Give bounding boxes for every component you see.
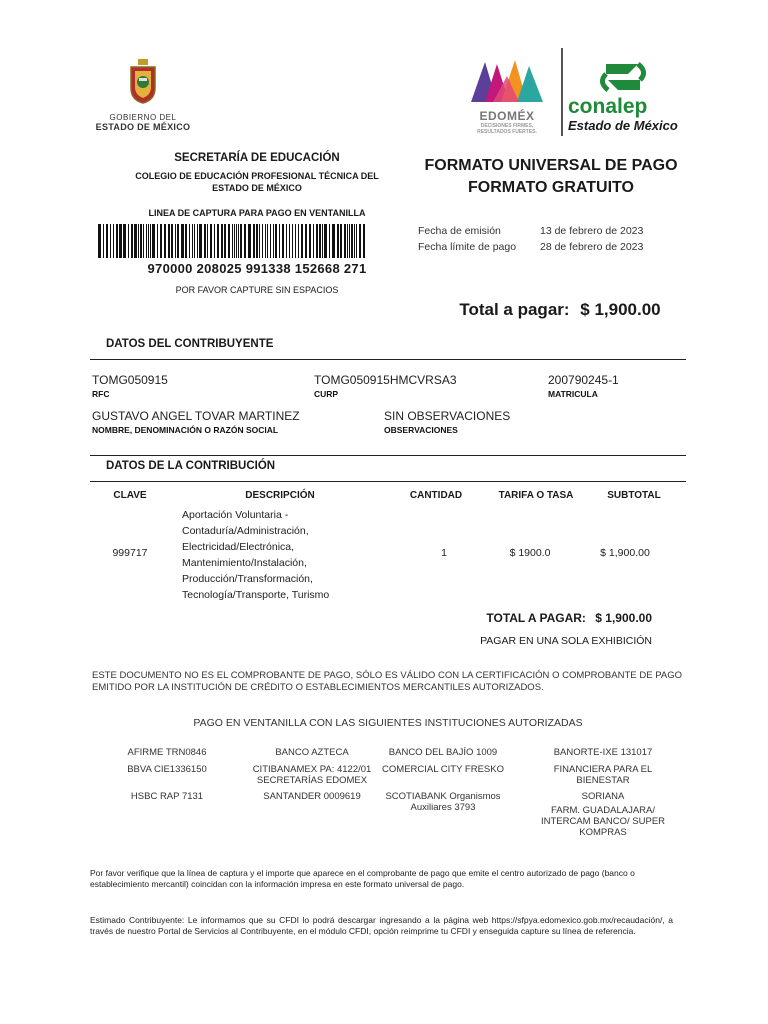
barcode-bar xyxy=(143,224,144,258)
barcode-bar xyxy=(256,224,258,258)
barcode-bar xyxy=(238,224,239,258)
barcode-bar xyxy=(282,224,284,258)
barcode-bar xyxy=(253,224,255,258)
institution-item: AFIRME TRN0846 xyxy=(127,747,207,758)
cfdi-note: Estimado Contribuyente: Le informamos que su CFDI lo podrá descargar ingresando a la página web https://sfpya.edomexico.gob.mx/recaudación/, a través de nuestro Portal de Servicios al Contribuyente, en el módulo CFDI, opción reimprime tu CFDI y enseguida capture su línea de referencia. xyxy=(90,915,673,936)
contribucion-section-title: DATOS DE LA CONTRIBUCIÓN xyxy=(106,460,276,472)
fecha-emision-value: 13 de febrero de 2023 xyxy=(540,225,644,237)
section-divider xyxy=(90,359,686,360)
barcode-bar xyxy=(236,224,237,258)
barcode-bar xyxy=(152,224,155,258)
col-subtotal: SUBTOTAL xyxy=(607,490,661,501)
barcode-bar xyxy=(313,224,314,258)
barcode-bar xyxy=(267,224,268,258)
barcode-bar xyxy=(301,224,303,258)
fecha-limite-value: 28 de febrero de 2023 xyxy=(540,241,644,253)
rfc-value: TOMG050915 xyxy=(92,373,168,387)
barcode-bar xyxy=(244,224,246,258)
barcode-bar xyxy=(322,224,323,258)
barcode-bar xyxy=(113,224,114,258)
barcode-bar xyxy=(309,224,311,258)
edomex-mark-icon xyxy=(467,58,547,104)
total-label: TOTAL A PAGAR: xyxy=(486,611,586,625)
disclaimer-text: ESTE DOCUMENTO NO ES EL COMPROBANTE DE PAGO, SÓLO ES VÁLIDO CON LA CERTIFICACIÓN O COMPROBANTE DE PAGO EMITIDO POR LA INSTITUCIÓN DE CRÉDITO O ESTABLECIMIENTOS MERCANTILES AUTORIZADOS. xyxy=(92,670,682,693)
observaciones-value: SIN OBSERVACIONES xyxy=(384,409,511,423)
edomex-logo xyxy=(462,58,552,135)
barcode-bar xyxy=(316,224,318,258)
barcode-bar xyxy=(292,224,293,258)
conalep-mark-icon xyxy=(598,60,648,96)
nombre-value: GUSTAVO ANGEL TOVAR MARTINEZ xyxy=(92,409,300,423)
barcode-bar xyxy=(138,224,139,258)
col-cantidad: CANTIDAD xyxy=(409,490,463,501)
formato-line2: FORMATO GRATUITO xyxy=(468,179,634,196)
barcode-bar xyxy=(275,224,277,258)
formato-title xyxy=(410,155,692,199)
barcode-bar xyxy=(214,224,215,258)
barcode-bar xyxy=(106,224,108,258)
verify-note: Por favor verifique que la línea de captura y el importe que aparece en el comprobante de pago que emite el centro autorizado de pago (banco o establecimiento mercantil) coincidan con la información impresa en este formato universal de pago. xyxy=(90,868,635,889)
barcode-bar xyxy=(189,224,190,258)
total-a-pagar-footer xyxy=(460,611,680,625)
barcode-bar xyxy=(177,224,179,258)
gobierno-estado-mexico-logo xyxy=(88,58,198,132)
barcode-bar xyxy=(150,224,151,258)
colegio-line2: ESTADO DE MÉXICO xyxy=(212,183,302,193)
barcode-bar xyxy=(319,224,321,258)
institution-item: CITIBANAMEX PA: 4122/01 SECRETARÍAS EDOMEX xyxy=(252,764,372,786)
colegio-line1: COLEGIO DE EDUCACIÓN PROFESIONAL TÉCNICA DEL xyxy=(135,171,379,181)
row-tarifa: $ 1900.0 xyxy=(509,547,551,559)
institution-item: BANCO DEL BAJÍO 1009 xyxy=(388,747,498,758)
institution-item: FARM. GUADALAJARA/ INTERCAM BANCO/ SUPER KOMPRAS xyxy=(540,805,666,838)
barcode-bar xyxy=(279,224,280,258)
barcode-bar xyxy=(259,224,260,258)
barcode-bar xyxy=(295,224,296,258)
gov-logo-line1: GOBIERNO DEL xyxy=(109,113,177,122)
state-seal-icon xyxy=(125,58,161,104)
institution-item: SORIANA xyxy=(581,791,625,802)
institution-item: BBVA CIE1336150 xyxy=(127,764,207,775)
barcode-bar xyxy=(98,224,101,258)
barcode-bar xyxy=(262,224,263,258)
barcode-bar xyxy=(146,224,147,258)
barcode-bar xyxy=(197,224,198,258)
barcode-bar xyxy=(224,224,226,258)
edomex-tagline-1: DECISIONES FIRMES, xyxy=(480,123,534,129)
barcode-bar xyxy=(134,224,137,258)
conalep-name: conalep xyxy=(568,95,648,118)
barcode-bar xyxy=(148,224,149,258)
row-clave: 999717 xyxy=(112,547,148,559)
barcode-bar xyxy=(332,224,335,258)
barcode-bar xyxy=(248,224,251,258)
barcode-bar xyxy=(116,224,118,258)
row-descripcion xyxy=(182,507,372,603)
section-divider xyxy=(90,455,686,456)
barcode-bar xyxy=(164,224,166,258)
institution-item: SCOTIABANK Organismos Auxiliares 3793 xyxy=(385,791,501,813)
edomex-name: EDOMÉX xyxy=(479,109,535,123)
barcode-bar xyxy=(305,224,307,258)
col-clave: CLAVE xyxy=(113,490,147,501)
institution-item: BANORTE-IXE 131017 xyxy=(553,747,653,758)
gov-logo-line2: ESTADO DE MÉXICO xyxy=(95,122,191,132)
barcode-bar xyxy=(363,224,365,258)
barcode-bar xyxy=(240,224,242,258)
barcode-bar xyxy=(289,224,290,258)
conalep-logo xyxy=(568,60,688,133)
barcode-bar xyxy=(354,224,355,258)
descripcion-line: Producción/Transformación, xyxy=(182,573,313,585)
matricula-label: MATRICULA xyxy=(548,389,598,399)
barcode-bar xyxy=(204,224,206,258)
edomex-tagline-2: RESULTADOS FUERTES. xyxy=(477,129,537,135)
formato-line1: FORMATO UNIVERSAL DE PAGO xyxy=(424,157,678,174)
institution-item: COMERCIAL CITY FRESKO xyxy=(382,764,504,775)
secretaria-title: SECRETARÍA DE EDUCACIÓN xyxy=(174,152,340,164)
rfc-label: RFC xyxy=(92,389,110,399)
nombre-label: NOMBRE, DENOMINACIÓN O RAZÓN SOCIAL xyxy=(92,425,279,435)
barcode-bar xyxy=(185,224,187,258)
fecha-emision-label: Fecha de emisión xyxy=(418,225,501,237)
barcode-bar xyxy=(337,224,339,258)
row-subtotal: $ 1,900.00 xyxy=(600,547,650,559)
logo-divider xyxy=(561,48,563,136)
observaciones-label: OBSERVACIONES xyxy=(384,425,458,435)
col-descripcion: DESCRIPCIÓN xyxy=(245,490,315,501)
barcode-bar xyxy=(221,224,223,258)
total-value: $ 1,900.00 xyxy=(580,300,661,319)
barcode-bar xyxy=(175,224,176,258)
barcode-bar xyxy=(324,224,327,258)
row-cantidad: 1 xyxy=(441,547,447,559)
barcode-bar xyxy=(131,224,133,258)
curp-value: TOMG050915HMCVRSA3 xyxy=(314,373,457,387)
contribuyente-section-title: DATOS DEL CONTRIBUYENTE xyxy=(106,338,274,350)
barcode-bar xyxy=(298,224,299,258)
barcode-bar xyxy=(232,224,233,258)
barcode-bar xyxy=(110,224,111,258)
barcode-bar xyxy=(286,224,287,258)
conalep-subtitle: Estado de México xyxy=(568,118,678,133)
barcode-bar xyxy=(351,224,353,258)
barcode-bar xyxy=(273,224,274,258)
barcode-bar xyxy=(192,224,193,258)
barcode-bar xyxy=(356,224,357,258)
descripcion-line: Mantenimiento/Instalación, xyxy=(182,557,307,569)
institution-item: FINANCIERA PARA EL BIENESTAR xyxy=(553,764,653,786)
barcode-bar xyxy=(234,224,235,258)
barcode-bar xyxy=(199,224,202,258)
linea-captura-label: LINEA DE CAPTURA PARA PAGO EN VENTANILLA xyxy=(148,208,366,218)
barcode-bar xyxy=(123,224,126,258)
institution-item: SANTANDER 0009619 xyxy=(263,791,361,802)
total-a-pagar-header xyxy=(440,300,680,320)
barcode-bar xyxy=(103,224,104,258)
matricula-value: 200790245-1 xyxy=(548,373,619,387)
barcode-bar xyxy=(228,224,230,258)
fecha-limite-label: Fecha límite de pago xyxy=(418,241,517,253)
barcode-bar xyxy=(347,224,348,258)
section-divider xyxy=(90,481,686,482)
barcode-bar xyxy=(128,224,129,258)
barcode-bar xyxy=(194,224,195,258)
curp-label: CURP xyxy=(314,389,339,399)
col-tarifa: TARIFA O TASA xyxy=(498,490,574,501)
barcode-bar xyxy=(265,224,266,258)
barcode-bar xyxy=(217,224,219,258)
sola-exhibicion-note: PAGAR EN UNA SOLA EXHIBICIÓN xyxy=(480,635,652,647)
barcode-bar xyxy=(181,224,184,258)
total-value: $ 1,900.00 xyxy=(595,611,652,625)
barcode-bar xyxy=(210,224,212,258)
descripcion-line: Aportación Voluntaria - xyxy=(182,509,289,521)
barcode-bar xyxy=(157,224,158,258)
barcode-bar xyxy=(359,224,361,258)
descripcion-line: Contaduría/Administración, xyxy=(182,525,309,537)
barcode-bar xyxy=(119,224,122,258)
total-label: Total a pagar: xyxy=(459,300,570,319)
barcode-bar xyxy=(340,224,342,258)
barcode xyxy=(98,224,366,258)
barcode-bar xyxy=(168,224,170,258)
barcode-bar xyxy=(329,224,330,258)
barcode-bar xyxy=(160,224,162,258)
barcode-bar xyxy=(349,224,350,258)
barcode-bar xyxy=(270,224,271,258)
colegio-name xyxy=(90,170,424,194)
linea-captura-number: 970000 208025 991338 152668 271 xyxy=(147,261,367,276)
institution-item: BANCO AZTECA xyxy=(275,747,349,758)
institution-item: HSBC RAP 7131 xyxy=(130,791,204,802)
barcode-bar xyxy=(344,224,346,258)
capture-note: POR FAVOR CAPTURE SIN ESPACIOS xyxy=(175,285,339,295)
descripcion-line: Electricidad/Electrónica, xyxy=(182,541,295,553)
barcode-bar xyxy=(171,224,173,258)
barcode-bar xyxy=(207,224,208,258)
instituciones-title: PAGO EN VENTANILLA CON LAS SIGUIENTES INSTITUCIONES AUTORIZADAS xyxy=(193,717,583,729)
barcode-bar xyxy=(140,224,142,258)
descripcion-line: Tecnología/Transporte, Turismo xyxy=(182,589,330,601)
